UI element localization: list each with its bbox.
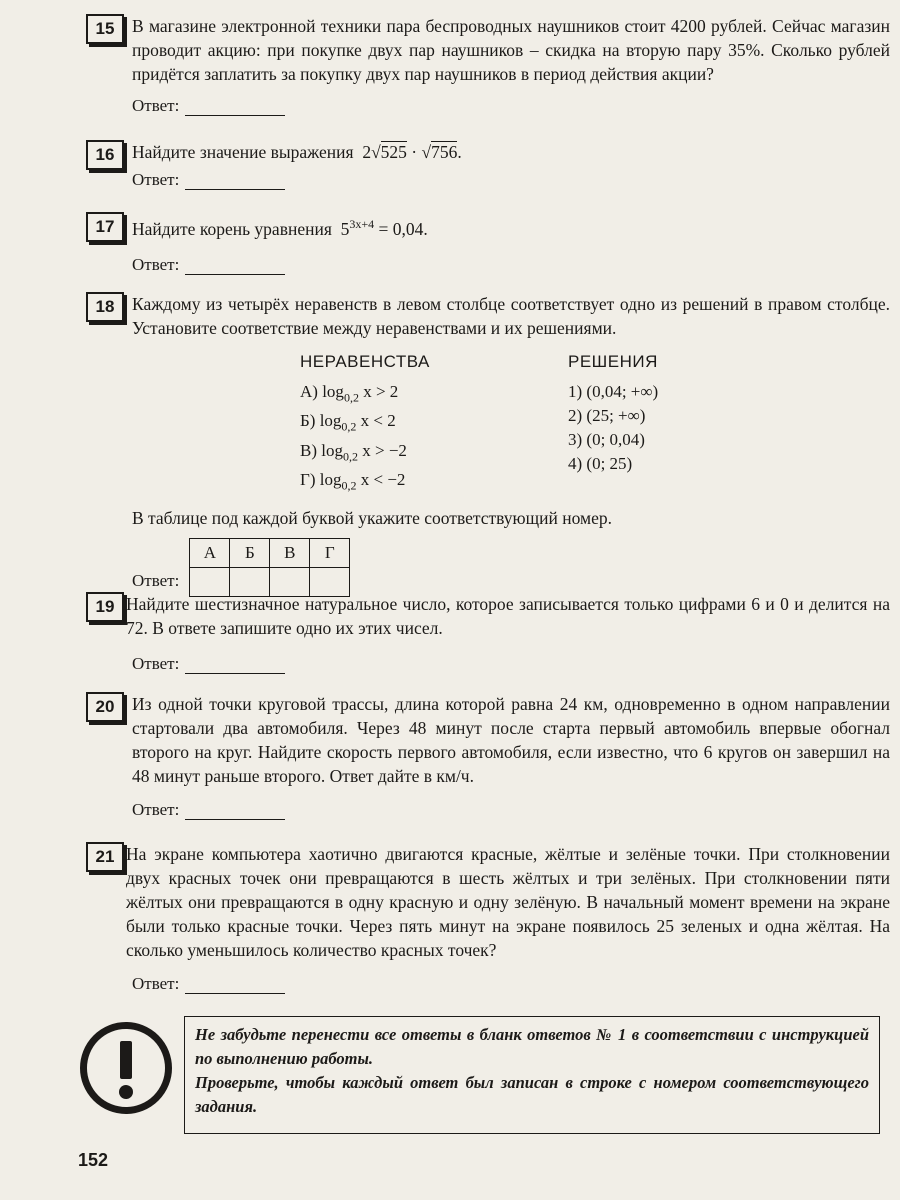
answer-table-wrap (132, 538, 890, 597)
task-text (132, 140, 890, 164)
table-instruction: В таблице под каждой буквой укажите соответствующий номер. (132, 507, 612, 528)
task-19 (86, 592, 890, 674)
equation-base: 5 (340, 218, 350, 239)
solution-row: 2) (25; +∞) (568, 406, 646, 425)
answer-label: Ответ: (132, 96, 180, 115)
answer-blank[interactable] (185, 97, 285, 116)
inequality-rest: x < −2 (360, 470, 406, 490)
multiply-sign: · (411, 142, 418, 162)
task-17 (86, 212, 890, 275)
header-cell: В (270, 538, 310, 567)
inequality-row (300, 468, 568, 497)
answer-line (132, 255, 890, 275)
task-text: Найдите шестизначное натуральное число, которое записывается только цифрами 6 и 0 и делится на 72. В ответе запишите одно их этих чисел. (126, 594, 890, 638)
notice-box (184, 1016, 880, 1134)
task-text: Из одной точки круговой трассы, длина которой равна 24 км, одновременно в одном направлении стартовали два автомобиля. Через 48 минут после старта первый автомобиль впервые обогнал второго на круг. Найдите скорость первого автомобиля, если известно, что 6 кругов он завершил на 48 минут раньше второго. Ответ дайте в км/ч. (132, 694, 890, 786)
equation-exponent: 3x+4 (349, 217, 375, 231)
task-number: 20 (86, 692, 124, 722)
notice-line-2: Проверьте, чтобы каждый ответ был записан в строке с номером соответствующего задания. (195, 1073, 869, 1116)
log-word: log (321, 440, 343, 460)
task-18 (86, 292, 890, 597)
answer-label: Ответ: (132, 654, 180, 673)
answer-line (132, 800, 890, 820)
inequalities-column (300, 350, 568, 498)
task-number: 21 (86, 842, 124, 872)
solutions-header: РЕШЕНИЯ (568, 352, 658, 371)
inequality-letter: А) (300, 382, 318, 401)
inequality-letter: Б) (300, 411, 316, 431)
task-15 (86, 14, 890, 116)
equation-end: . (423, 218, 428, 239)
answer-label: Ответ: (132, 254, 180, 274)
equation (336, 219, 428, 239)
header-cell: А (190, 538, 230, 567)
answer-label: Ответ: (132, 170, 180, 189)
answer-label: Ответ: (132, 570, 180, 590)
inequality-letter: Г) (300, 470, 316, 490)
inequality-rest: x < 2 (360, 411, 396, 431)
answer-line (132, 96, 890, 116)
answer-label: Ответ: (132, 800, 180, 819)
expression-end: . (457, 142, 462, 162)
log-base: 0,2 (343, 390, 359, 405)
equation-rhs: = 0,04 (378, 218, 424, 239)
answer-blank[interactable] (185, 655, 285, 674)
answer-line (132, 170, 890, 190)
log-base: 0,2 (341, 419, 357, 434)
exclamation-icon (80, 1022, 172, 1114)
log-word: log (319, 411, 342, 431)
inequality-rest: x > 2 (363, 382, 399, 401)
answer-label: Ответ: (132, 974, 180, 993)
inequality-row (300, 409, 568, 438)
expression (358, 141, 462, 162)
matching-columns (132, 350, 890, 498)
answer-table-header (190, 538, 350, 567)
answer-line (132, 654, 890, 674)
inequality-row (300, 380, 568, 409)
task-text: Каждому из четырёх неравенств в левом столбце соответствует одно из решений в правом столбце. Установите соответствие между неравенствами и их решениями. (132, 294, 890, 338)
inequality-row (300, 439, 568, 468)
solution-row: 4) (0; 25) (568, 454, 633, 473)
answer-blank[interactable] (185, 171, 285, 190)
answer-line (132, 974, 890, 994)
task-17-prompt: Найдите корень уравнения (132, 218, 332, 239)
task-21 (86, 842, 890, 994)
answer-blank[interactable] (185, 801, 285, 820)
solutions-column (568, 350, 658, 498)
radicand-2: 756 (431, 142, 458, 162)
answer-blank[interactable] (185, 256, 285, 275)
log-word: log (319, 470, 342, 490)
inequality-rest: x > −2 (362, 440, 407, 460)
header-cell: Г (310, 538, 350, 567)
task-text: В магазине электронной техники пара беспроводных наушников стоит 4200 рублей. Сейчас магазин проводит акцию: при покупке двух пар наушников – скидка на вторую пару 35%. Сколько рублей придётся заплатить за покупку двух пар наушников в период действия акции? (132, 16, 890, 84)
expression-coef: 2 (362, 142, 372, 162)
notice-line-1: Не забудьте перенести все ответы в бланк ответов № 1 в соответствии с инструкцией по выполнению работы. (195, 1025, 869, 1068)
header-cell: Б (230, 538, 270, 567)
task-text (132, 212, 890, 241)
task-number: 19 (86, 592, 124, 622)
task-16 (86, 140, 890, 190)
inequalities-header: НЕРАВЕНСТВА (300, 352, 430, 371)
answer-table (189, 538, 350, 597)
solution-row: 3) (0; 0,04) (568, 430, 645, 449)
log-word: log (322, 382, 344, 401)
task-number: 17 (86, 212, 124, 242)
task-text: На экране компьютера хаотично двигаются красные, жёлтые и зелёные точки. При столкновении двух красных точек они превращаются в шесть жёлтых и три зелёных. При столкновении пяти жёлтых они превращаются в одну красную и одну зелёную. В начальный момент времени на экране были только красные точки. Через пять минут на экране появилось 25 зеленых и одна жёлтая. На сколько уменьшилось количество красных точек? (126, 844, 890, 960)
log-base: 0,2 (341, 478, 357, 493)
answer-blank[interactable] (185, 975, 285, 994)
sqrt-icon: √ (371, 142, 381, 162)
inequality-letter: В) (300, 440, 317, 460)
radicand-1: 525 (380, 142, 407, 162)
page-number: 152 (78, 1150, 109, 1170)
log-base: 0,2 (342, 449, 358, 464)
task-number: 16 (86, 140, 124, 170)
task-20 (86, 692, 890, 820)
task-16-prompt: Найдите значение выражения (132, 142, 354, 162)
sqrt-icon: √ (421, 142, 432, 162)
task-number: 18 (86, 292, 124, 322)
task-number: 15 (86, 14, 124, 44)
solution-row: 1) (0,04; +∞) (568, 382, 659, 401)
